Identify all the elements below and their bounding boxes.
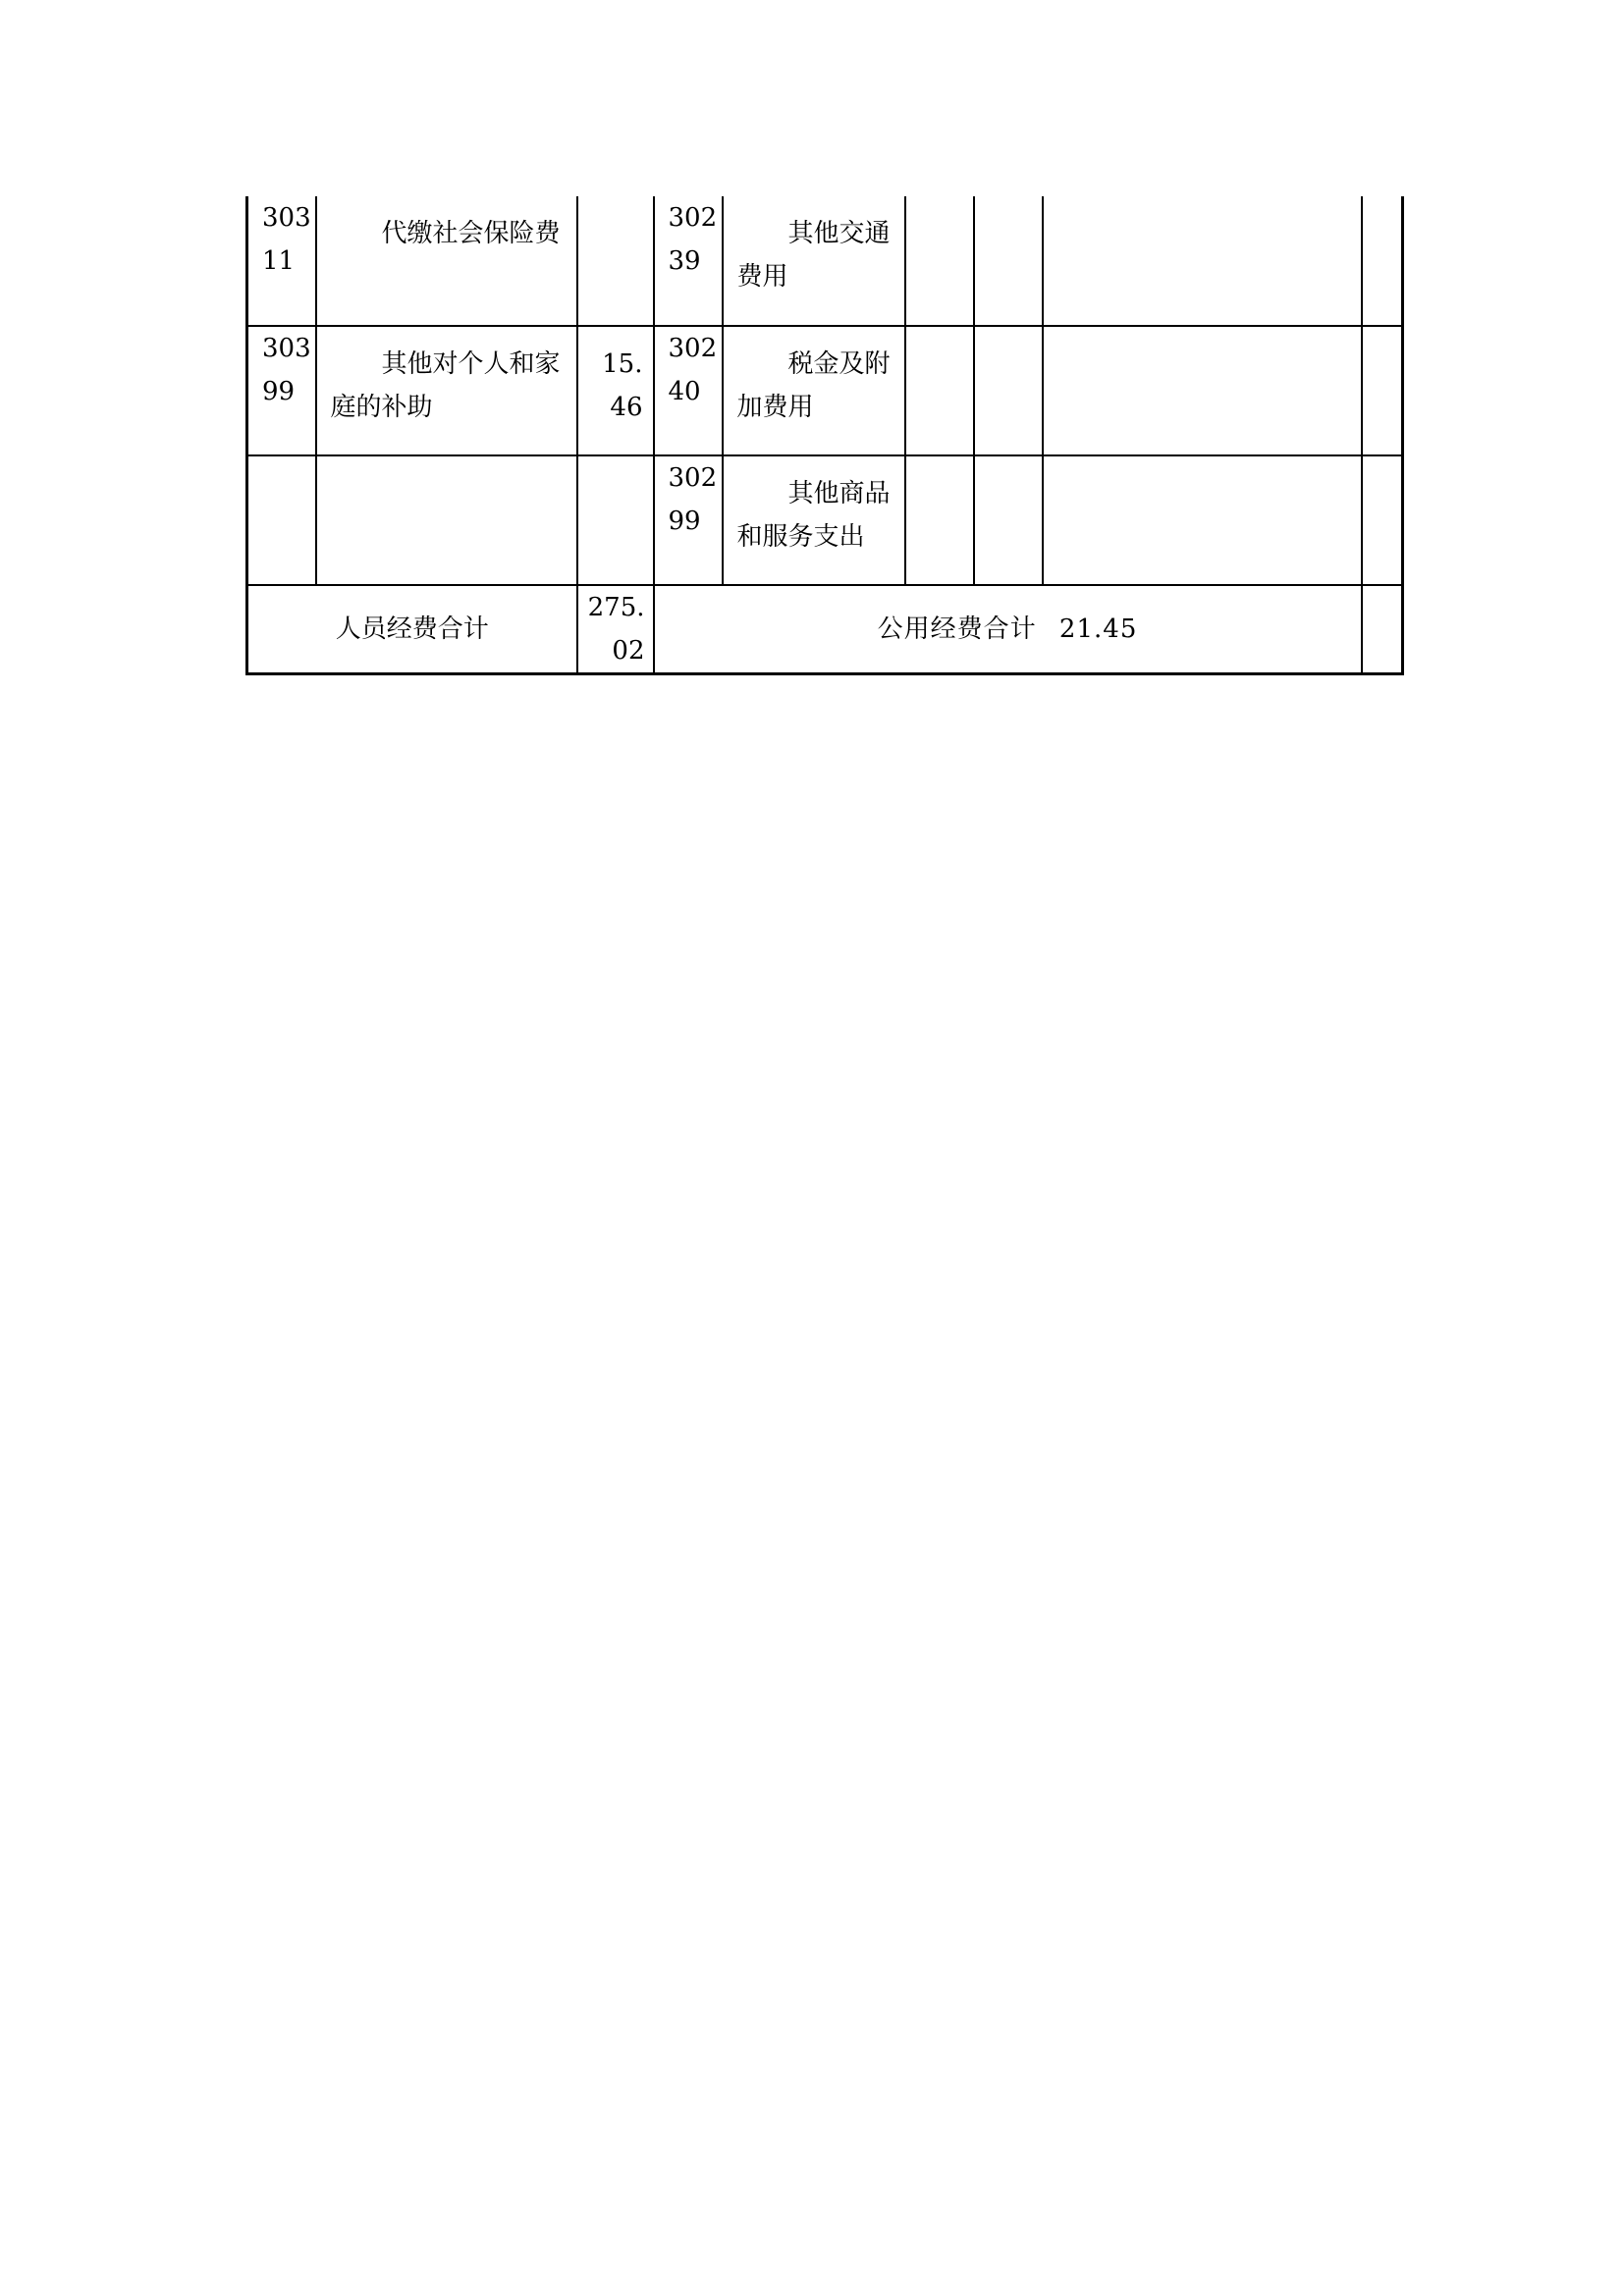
right-code-cell: 30299 bbox=[654, 455, 723, 585]
right-name-cell: 其他商品和服务支出 bbox=[723, 455, 905, 585]
empty-cell bbox=[974, 196, 1043, 326]
empty-cell bbox=[1043, 455, 1362, 585]
personnel-total-label: 人员经费合计 bbox=[247, 585, 577, 674]
empty-cell bbox=[1043, 326, 1362, 455]
right-code-cell: 30239 bbox=[654, 196, 723, 326]
table-row bbox=[247, 196, 1403, 326]
empty-cell bbox=[1362, 196, 1403, 326]
left-code-cell bbox=[247, 455, 316, 585]
table-row bbox=[247, 326, 1403, 455]
left-amount-cell: 15.46 bbox=[577, 326, 654, 455]
left-amount-cell bbox=[577, 455, 654, 585]
empty-cell bbox=[1362, 326, 1403, 455]
empty-cell bbox=[905, 455, 974, 585]
totals-row bbox=[247, 585, 1403, 674]
public-total-cell bbox=[654, 585, 1362, 674]
empty-cell bbox=[905, 196, 974, 326]
personnel-total-value: 275.02 bbox=[577, 585, 654, 674]
empty-cell bbox=[1362, 455, 1403, 585]
empty-cell bbox=[1043, 196, 1362, 326]
table-row bbox=[247, 455, 1403, 585]
left-name-cell bbox=[316, 455, 577, 585]
left-name-cell: 代缴社会保险费 bbox=[316, 196, 577, 326]
left-amount-cell bbox=[577, 196, 654, 326]
empty-cell bbox=[974, 326, 1043, 455]
expense-table bbox=[245, 196, 1404, 675]
left-code-cell: 30311 bbox=[247, 196, 316, 326]
left-name-cell: 其他对个人和家庭的补助 bbox=[316, 326, 577, 455]
empty-cell bbox=[974, 455, 1043, 585]
right-code-cell: 30240 bbox=[654, 326, 723, 455]
public-total-value: 21.45 bbox=[1058, 614, 1138, 644]
right-name-cell: 税金及附加费用 bbox=[723, 326, 905, 455]
empty-cell bbox=[905, 326, 974, 455]
public-total-label: 公用经费合计 bbox=[877, 614, 1037, 644]
right-name-cell: 其他交通费用 bbox=[723, 196, 905, 326]
empty-cell bbox=[1362, 585, 1403, 674]
left-code-cell: 30399 bbox=[247, 326, 316, 455]
